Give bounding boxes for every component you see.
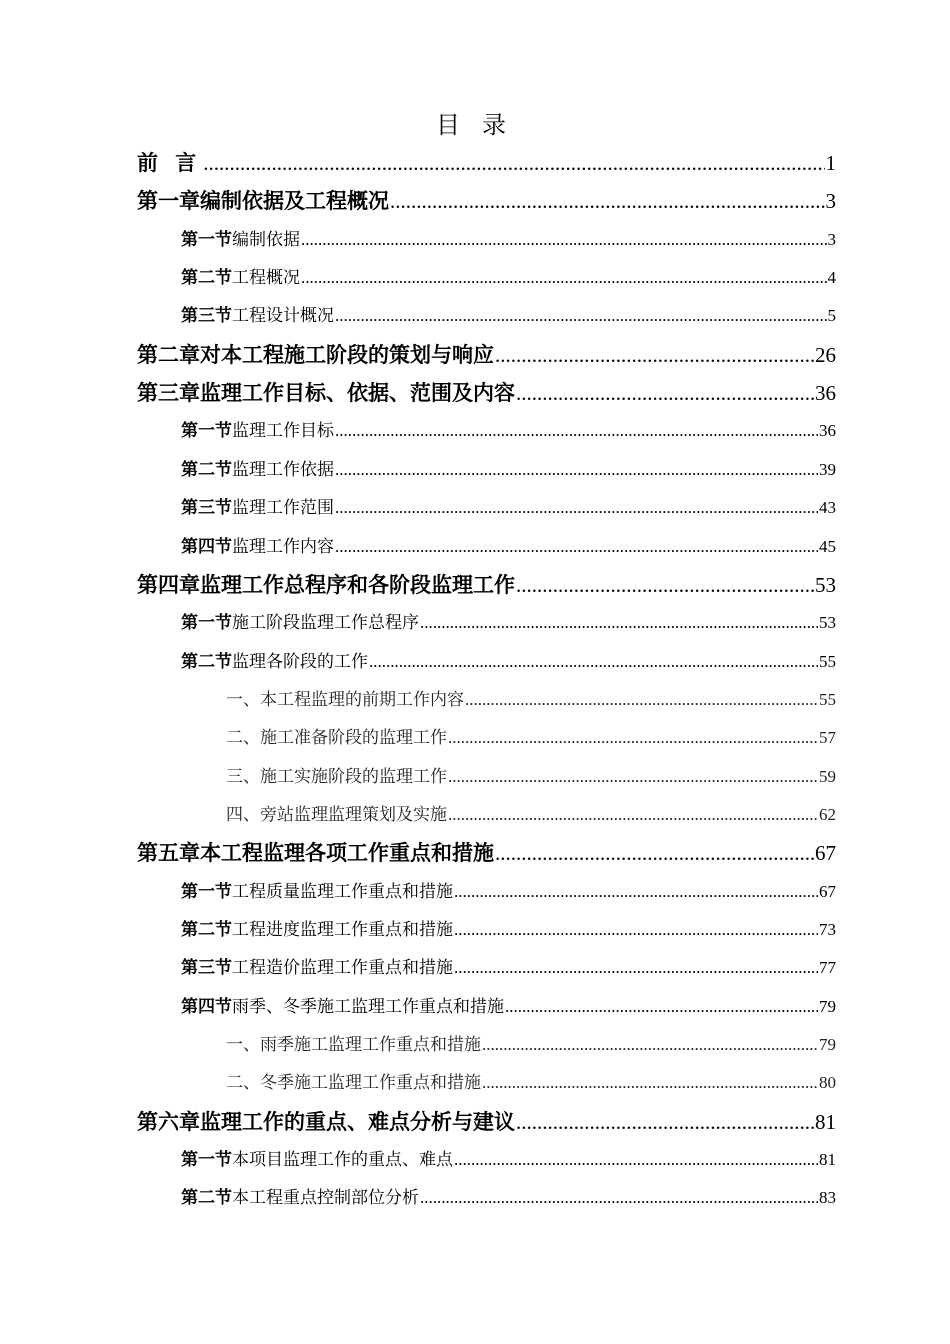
toc-section-entry[interactable] [181,1185,836,1211]
toc-page-number: 79 [819,996,836,1016]
toc-page-number: 81 [819,1150,836,1170]
toc-entry-title: 一、雨季施工监理工作重点和措施 [226,1035,481,1055]
dot-leader [390,186,825,216]
toc-subsection-entry[interactable] [226,802,836,828]
toc-subsection-entry[interactable] [226,1070,836,1096]
toc-entry-number: 第三节 [181,306,232,326]
toc-page-number: 67 [819,881,836,901]
toc-entry-title: 前 言 [137,151,203,175]
toc-entry-title: 监理工作的重点、难点分析与建议 [200,1109,515,1134]
dot-leader [335,495,818,521]
toc-entry-number: 第五章 [137,841,200,866]
toc-entry-number: 第二章 [137,342,200,367]
toc-page-number: 26 [815,342,836,367]
toc-entry-number: 第四章 [137,572,200,597]
toc-entry-number: 第三节 [181,498,232,518]
toc-entry-number: 第三章 [137,381,200,406]
toc-page-number: 43 [819,498,836,518]
toc-entry-title: 编制依据 [232,229,300,249]
dot-leader [335,534,818,560]
toc-page-number: 79 [819,1035,836,1055]
toc-chapter-entry[interactable] [137,838,836,868]
toc-chapter-entry[interactable] [137,340,836,370]
toc-entry-title: 工程质量监理工作重点和措施 [232,881,453,901]
toc-entry-title: 监理工作依据 [232,459,334,479]
toc-entry-title: 雨季、冬季施工监理工作重点和措施 [232,996,504,1016]
toc-entry-number: 第二节 [181,651,232,671]
toc-subsection-entry[interactable] [226,764,836,790]
toc-entry-number: 第三节 [181,958,232,978]
dot-leader [516,1107,814,1137]
toc-entry-title: 二、冬季施工监理工作重点和措施 [226,1073,481,1093]
toc-entry-number: 第一章 [137,189,200,214]
dot-leader [482,1070,818,1096]
toc-entry-title: 工程设计概况 [232,306,334,326]
dot-leader [448,764,818,790]
toc-entry-number: 第二节 [181,268,232,288]
toc-page-number: 5 [827,306,836,326]
toc-entry-title: 工程概况 [232,268,300,288]
dot-leader [516,570,814,600]
toc-subsection-entry[interactable] [226,725,836,751]
dot-leader [495,340,814,370]
toc-section-entry[interactable] [181,879,836,905]
toc-chapter-entry[interactable] [137,1107,836,1137]
toc-page-number: 45 [819,536,836,556]
toc-entry-title: 二、施工准备阶段的监理工作 [226,728,447,748]
toc-page-number: 55 [819,651,836,671]
toc-page-number: 83 [819,1188,836,1208]
toc-section-entry[interactable] [181,457,836,483]
toc-page-number: 57 [819,728,836,748]
toc-chapter-entry[interactable] [137,186,836,216]
toc-entry-number: 第一节 [181,881,232,901]
toc-page-number: 55 [819,689,836,709]
toc-page-number: 53 [819,613,836,633]
toc-entry-number: 第六章 [137,1109,200,1134]
toc-page-number: 39 [819,459,836,479]
toc-entry-title: 监理工作范围 [232,498,334,518]
toc-entry-number: 第四节 [181,996,232,1016]
toc-subsection-entry[interactable] [226,687,836,713]
toc-section-entry[interactable] [181,495,836,521]
toc-section-entry[interactable] [181,534,836,560]
toc-entry-number: 第二节 [181,920,232,939]
dot-leader [495,838,814,868]
toc-entry-title: 监理各阶段的工作 [232,651,368,671]
dot-leader [448,725,818,751]
toc-page-number: 36 [819,421,836,441]
toc-section-entry[interactable] [181,418,836,444]
toc-page-number: 62 [819,804,836,824]
toc-entry-title: 一、本工程监理的前期工作内容 [226,689,464,709]
toc-entry-title: 本项目监理工作的重点、难点 [232,1150,453,1170]
toc-entry-title: 对本工程施工阶段的策划与响应 [200,342,494,367]
dot-leader [465,687,818,713]
page-title: 目 录 [436,113,514,139]
dot-leader [420,1185,818,1211]
toc-entry-title: 四、旁站监理监理策划及实施 [226,804,447,824]
toc-entry-number: 第二节 [181,459,232,479]
toc-page-number: 3 [825,189,836,214]
toc-entry-number: 第一节 [181,613,232,633]
toc-entry-number: 第二节 [181,1188,232,1208]
toc-entry-title: 工程造价监理工作重点和措施 [232,958,453,978]
toc-page-number: 80 [819,1073,836,1093]
toc-entry-title: 本工程监理各项工作重点和措施 [200,841,494,866]
toc-page-number: 1 [825,151,836,175]
toc-page-number: 3 [827,229,836,249]
dot-leader [448,802,818,828]
dot-leader [335,303,827,329]
toc-entry-title: 施工阶段监理工作总程序 [232,613,419,633]
dot-leader [301,265,827,291]
dot-leader [505,994,818,1020]
dot-leader [454,955,818,981]
dot-leader [454,917,818,943]
toc-chapter-entry[interactable] [137,570,836,600]
toc-entry-title: 三、施工实施阶段的监理工作 [226,766,447,786]
toc-entry-title: 监理工作内容 [232,536,334,556]
toc-section-entry[interactable] [181,994,836,1020]
toc-subsection-entry[interactable] [226,1032,836,1058]
dot-leader [369,649,818,675]
toc-entry-title: 监理工作总程序和各阶段监理工作 [200,572,515,597]
toc-page-number: 77 [819,958,836,978]
toc-chapter-entry[interactable] [137,148,836,178]
toc-page-number: 36 [815,381,836,406]
dot-leader [301,227,827,253]
dot-leader [516,378,814,408]
dot-leader [335,457,818,483]
dot-leader [454,879,818,905]
toc-section-entry[interactable] [181,227,836,253]
toc-section-entry[interactable] [181,917,836,943]
toc-entry-title: 工程进度监理工作重点和措施 [232,920,453,939]
toc-section-entry[interactable] [181,1147,836,1173]
toc-page-number: 81 [815,1109,836,1134]
toc-page-number: 73 [819,920,836,939]
toc-entry-number: 第一节 [181,1150,232,1170]
toc-entry-number: 第一节 [181,229,232,249]
dot-leader [482,1032,818,1058]
toc-entry-number: 第四节 [181,536,232,556]
dot-leader [454,1147,818,1173]
toc-page-number: 53 [815,572,836,597]
toc-section-entry[interactable] [181,610,836,636]
toc-entry-number: 第一节 [181,421,232,441]
toc-page-number: 67 [815,841,836,866]
toc-entry-title: 编制依据及工程概况 [200,189,389,214]
dot-leader [335,418,818,444]
toc-chapter-entry[interactable] [137,378,836,408]
dot-leader [420,610,818,636]
toc-section-entry[interactable] [181,265,836,291]
toc-entry-title: 本工程重点控制部位分析 [232,1188,419,1208]
toc-page-number: 59 [819,766,836,786]
toc-section-entry[interactable] [181,303,836,329]
toc-section-entry[interactable] [181,649,836,675]
toc-page-number: 4 [827,268,836,288]
toc-section-entry[interactable] [181,955,836,981]
toc-entry-title: 监理工作目标、依据、范围及内容 [200,381,515,406]
dot-leader [203,148,824,178]
toc-entry-title: 监理工作目标 [232,421,334,441]
